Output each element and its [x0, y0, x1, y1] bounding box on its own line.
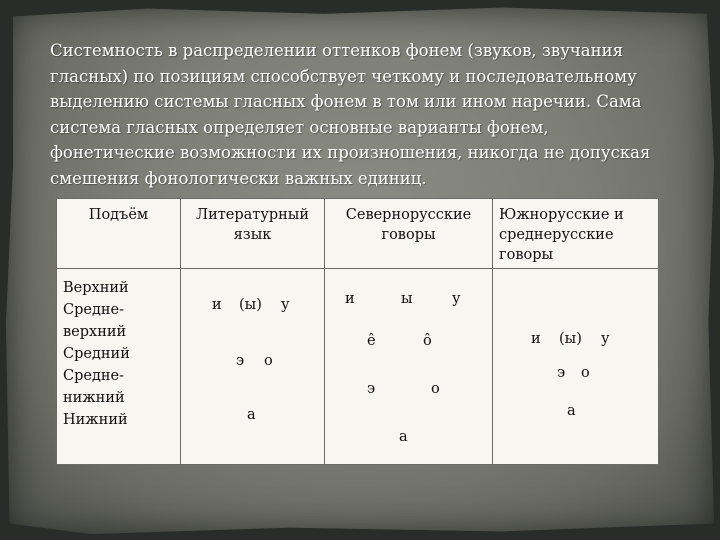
north-vowel-u: у [452, 291, 461, 307]
south-vowel-o: о [581, 365, 590, 381]
lit-vowel-i: и [212, 297, 222, 313]
lit-vowel-e: э [236, 353, 245, 369]
south-vowel-i: и [531, 331, 541, 347]
level-upper-mid: Средне-верхний [63, 302, 127, 340]
north-vowel-y: ы [401, 291, 413, 307]
literary-cell [181, 269, 325, 465]
south-vowel-y: (ы) [559, 331, 582, 347]
south-vowel-u: у [601, 331, 610, 347]
level-lower: Нижний [63, 412, 128, 428]
northern-cell [325, 269, 493, 465]
north-vowel-o-closed: ô [423, 333, 432, 349]
levels-cell [57, 269, 181, 465]
south-vowel-a: а [567, 403, 576, 419]
level-upper: Верхний [63, 280, 129, 296]
north-vowel-a: а [399, 429, 408, 445]
north-vowel-i: и [345, 291, 355, 307]
north-vowel-e: э [367, 381, 376, 397]
header-literary: Литературный язык [181, 199, 325, 269]
intro-paragraph: Системность в распределении оттенков фонем (звуков, звучания гласных) по позициям способствует четкому и последовательному выделению системы гласных фонем в том или ином наречии. Сама система гласных определяет основные варианты фонем, фонетические возможности их произношения, никогда не допуская смешения фонологически важных единиц. [50, 41, 651, 188]
table-row [57, 269, 659, 465]
vowel-table [56, 198, 659, 465]
south-vowel-e: э [557, 365, 566, 381]
lit-vowel-a: а [247, 407, 256, 423]
north-vowel-e-closed: ê [367, 333, 376, 349]
southern-cell [493, 269, 659, 465]
north-vowel-o: о [431, 381, 440, 397]
table-header-row [57, 199, 659, 269]
header-southern: Южнорусские и среднерусские говоры [493, 199, 659, 269]
lit-vowel-o: о [264, 353, 273, 369]
header-northern: Севернорусские говоры [325, 199, 493, 269]
level-lower-mid: Средне-нижний [63, 368, 125, 406]
level-mid: Средний [63, 346, 130, 362]
lit-vowel-y: (ы) [239, 297, 262, 313]
header-podyom: Подъём [57, 199, 181, 269]
lit-vowel-u: у [281, 297, 290, 313]
